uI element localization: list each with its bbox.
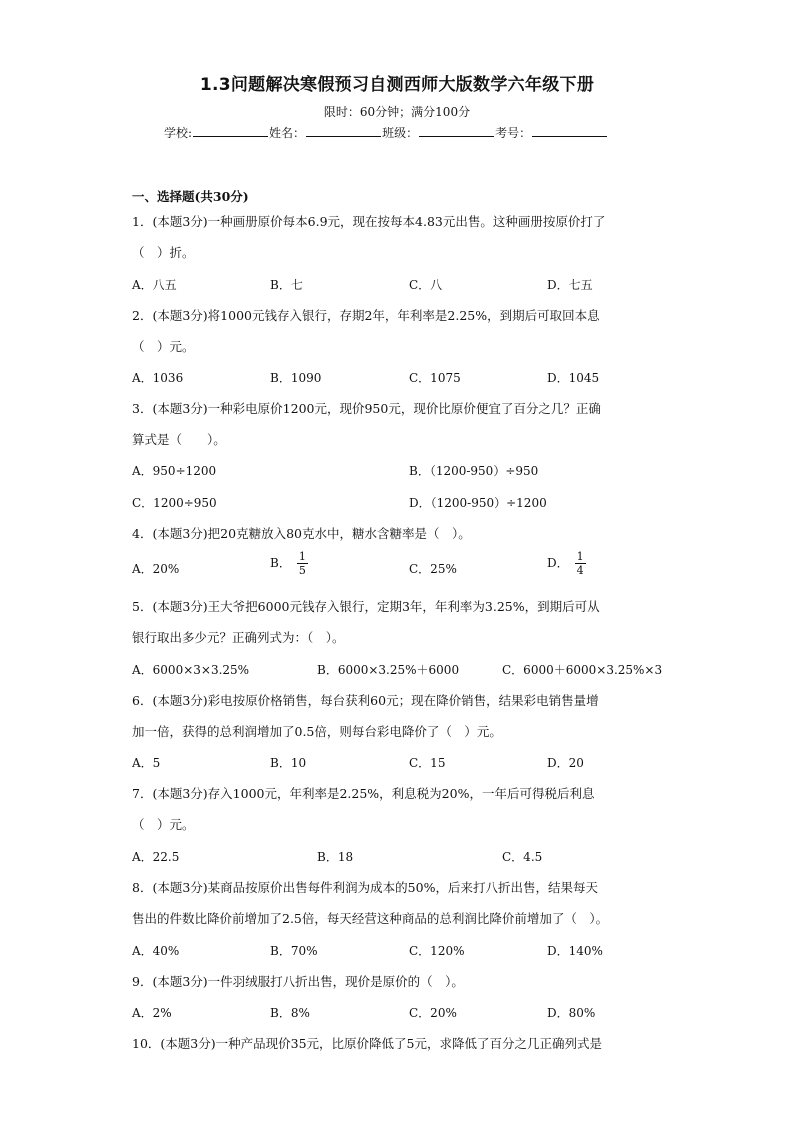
question-6: [132, 685, 662, 747]
question-text: 1．(本题3分)一种画册原价每本6.9元，现在按每本4.83元出售。这种画册按原价打了: [132, 214, 606, 229]
question-text: 加一倍，获得的总利润增加了0.5倍，则每台彩电降价了（ ）元。: [132, 724, 502, 739]
name-field[interactable]: [306, 124, 381, 137]
option-c[interactable]: C．15: [409, 756, 446, 770]
fraction-one-fifth: [297, 550, 308, 577]
question-text: 9．(本题3分)一件羽绒服打八折出售，现价是原价的（ ）。: [132, 974, 464, 989]
option-a[interactable]: A．20%: [132, 562, 180, 576]
option-b[interactable]: [270, 550, 308, 577]
option-c[interactable]: C．1075: [409, 371, 461, 385]
options-4: [132, 550, 672, 582]
option-a[interactable]: A．1036: [132, 371, 184, 385]
option-c[interactable]: C．20%: [409, 1006, 457, 1020]
student-info-line: [164, 124, 608, 141]
options-7: [132, 848, 672, 870]
option-c[interactable]: C．120%: [409, 944, 465, 958]
question-1: [132, 206, 662, 268]
fraction-one-quarter: [575, 550, 586, 577]
fraction-numerator: 1: [298, 550, 306, 563]
name-label: 姓名：: [269, 126, 306, 140]
options-8: [132, 942, 672, 964]
question-text: 算式是（ ）。: [132, 432, 226, 447]
question-7: [132, 778, 662, 840]
question-text: 4．(本题3分)把20克糖放入80克水中，糖水含糖率是（ ）。: [132, 526, 471, 541]
options-3-row2: [132, 494, 672, 516]
question-text: 7．(本题3分)存入1000元，年利率是2.25%，利息税为20%，一年后可得税后利息: [132, 786, 595, 801]
option-c[interactable]: C．25%: [409, 562, 457, 576]
question-text: 售出的件数比降价前增加了2.5倍，每天经营这种商品的总利润比降价前增加了（ ）。: [132, 911, 609, 926]
option-c[interactable]: C．1200÷950: [132, 496, 217, 510]
option-a[interactable]: A．2%: [132, 1006, 172, 1020]
school-field[interactable]: [193, 124, 268, 137]
question-text: 3．(本题3分)一种彩电原价1200元，现价950元，现价比原价便宜了百分之几？正确: [132, 401, 601, 416]
question-5: [132, 591, 662, 653]
option-d[interactable]: D．140%: [547, 944, 603, 958]
number-field[interactable]: [532, 124, 607, 137]
option-d[interactable]: D．80%: [547, 1006, 596, 1020]
question-text: 银行取出多少元？正确列式为：（ ）。: [132, 630, 345, 645]
question-text: 8．(本题3分)某商品按原价出售每件利润为成本的50%，后来打八折出售，结果每天: [132, 880, 598, 895]
options-3-row1: [132, 462, 672, 484]
options-9: [132, 1004, 672, 1026]
option-d-label: D．: [547, 556, 569, 570]
option-b[interactable]: B．（1200-950）÷950: [409, 464, 539, 478]
time-limit-text: 限时：60分钟；满分100分: [323, 105, 471, 119]
option-b[interactable]: B．6000×3.25%＋6000: [317, 663, 460, 677]
option-c[interactable]: C．八: [409, 278, 443, 292]
option-b[interactable]: B．1090: [270, 371, 322, 385]
option-d[interactable]: D．（1200-950）÷1200: [409, 496, 547, 510]
option-a[interactable]: A．950÷1200: [132, 464, 217, 478]
option-a[interactable]: A．八五: [132, 278, 177, 292]
options-6: [132, 754, 672, 776]
number-label: 考号：: [495, 126, 532, 140]
question-text: 2．(本题3分)将1000元钱存入银行，存期2年，年利率是2.25%，到期后可取回本息: [132, 308, 600, 323]
question-3: [132, 393, 662, 455]
question-4: [132, 518, 662, 549]
option-d[interactable]: D．七五: [547, 278, 593, 292]
option-a[interactable]: A．22.5: [132, 850, 180, 864]
section-title: 一、选择题(共30分): [132, 189, 249, 204]
question-8: [132, 872, 662, 934]
page-title: 1.3问题解决寒假预习自测西师大版数学六年级下册: [199, 75, 595, 95]
class-label: 班级：: [382, 126, 419, 140]
options-1: [132, 276, 672, 298]
question-10: [132, 1028, 662, 1059]
question-text: 5．(本题3分)王大爷把6000元钱存入银行，定期3年，年利率为3.25%，到期后可从: [132, 599, 600, 614]
option-b[interactable]: B．8%: [270, 1006, 310, 1020]
question-text: （ ）元。: [132, 817, 195, 832]
question-2: [132, 300, 662, 362]
option-a[interactable]: A．5: [132, 756, 161, 770]
option-d[interactable]: D．20: [547, 756, 584, 770]
question-text: （ ）折。: [132, 245, 195, 260]
question-text: （ ）元。: [132, 339, 195, 354]
option-c[interactable]: C．6000＋6000×3.25%×3: [502, 663, 663, 677]
option-b[interactable]: B．70%: [270, 944, 318, 958]
class-field[interactable]: [419, 124, 494, 137]
option-b[interactable]: B．10: [270, 756, 307, 770]
option-d[interactable]: [547, 550, 586, 577]
option-b[interactable]: B．18: [317, 850, 354, 864]
option-a[interactable]: A．6000×3×3.25%: [132, 663, 250, 677]
question-text: 10．(本题3分)一种产品现价35元，比原价降低了5元，求降低了百分之几正确列式是: [132, 1036, 602, 1051]
options-2: [132, 369, 672, 391]
option-b[interactable]: B．七: [270, 278, 303, 292]
fraction-denominator: 4: [576, 564, 584, 577]
fraction-numerator: 1: [576, 550, 584, 563]
option-c[interactable]: C．4.5: [502, 850, 543, 864]
option-d[interactable]: D．1045: [547, 371, 600, 385]
school-label: 学校:: [164, 126, 193, 140]
question-text: 6．(本题3分)彩电按原价格销售，每台获利60元；现在降价销售，结果彩电销售量增: [132, 693, 599, 708]
options-5: [132, 661, 672, 683]
fraction-denominator: 5: [298, 564, 306, 577]
option-a[interactable]: A．40%: [132, 944, 180, 958]
option-b-label: B．: [270, 556, 291, 570]
question-9: [132, 966, 662, 997]
